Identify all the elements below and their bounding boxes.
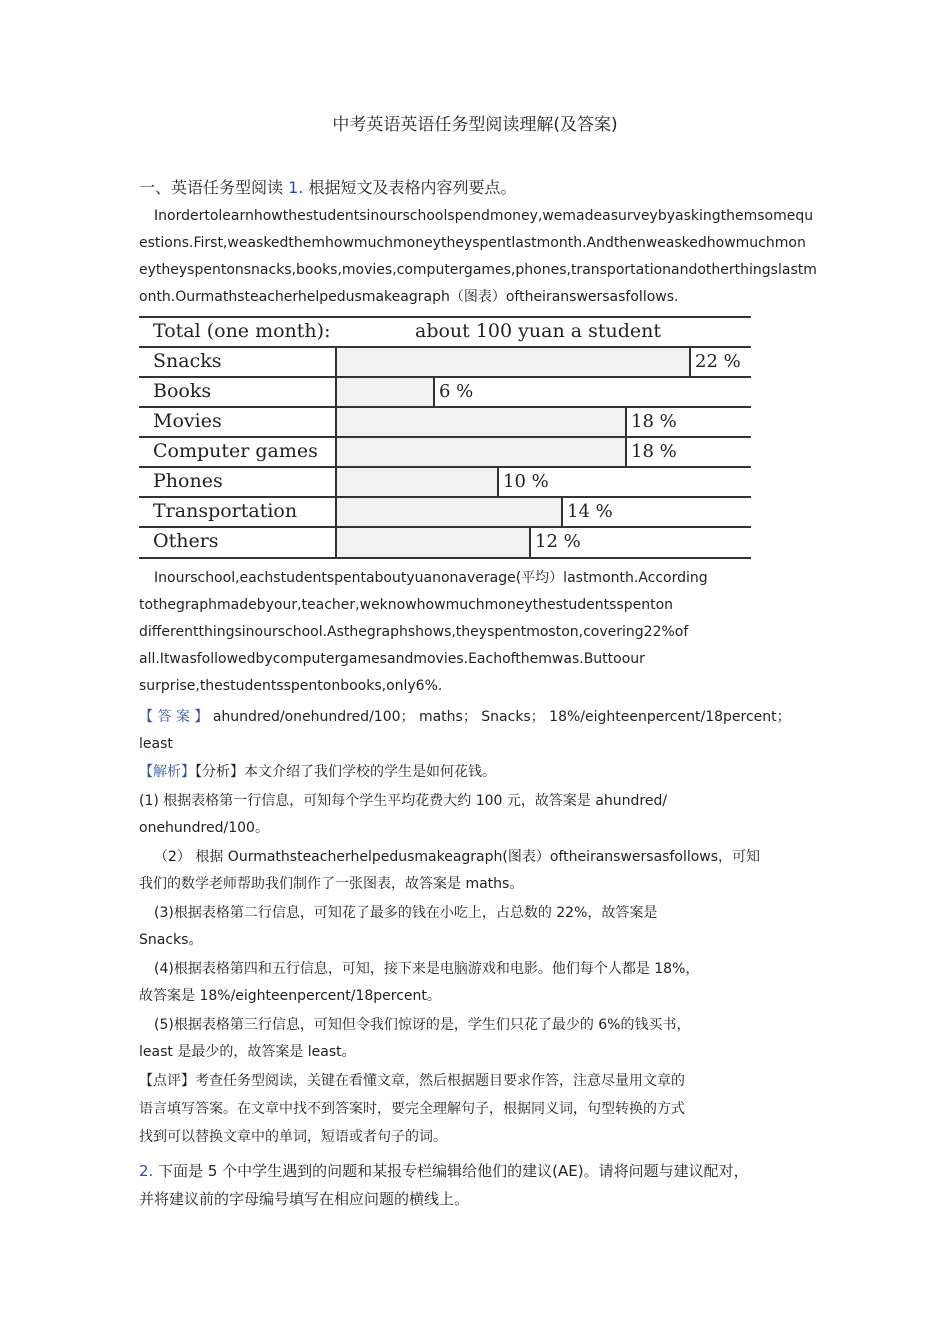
passage2-line: surprise,thestudentsspentonbooks,only6%. [139,678,443,694]
row-label: Phones [153,470,223,492]
row-bar [337,438,627,468]
analysis-line: (3)根据表格第二行信息，可知花了最多的钱在小吃上，占总数的 22%，故答案是 [154,905,658,921]
answer-line-2: least [139,736,173,752]
analysis-line: least 是最少的，故答案是 least。 [139,1044,356,1060]
row-label: Snacks [153,350,222,372]
spending-graph-table [139,316,751,559]
section-heading-line [139,178,516,198]
analysis-line: onehundred/100。 [139,820,269,836]
section-heading: 一、英语任务型阅读 [139,178,284,197]
table-row [139,346,751,378]
passage2-line: all.Itwasfollowedbycomputergamesandmovies.Eachofthemwas.Buttoour [139,651,645,667]
question2-number: 2. [139,1162,154,1180]
question-instruction: 根据短文及表格内容列要点。 [308,178,517,197]
passage1-line: estions.First,weaskedthemhowmuchmoneytheyspentlastmonth.Andthenweaskedhowmuchmon [139,235,806,251]
row-bar [337,378,435,408]
analysis-line: (4)根据表格第四和五行信息，可知，接下来是电脑游戏和电影。他们每个人都是 18%， [154,961,700,977]
table-row [139,376,751,408]
answer-tag: 【 答 案 】 [139,709,209,725]
passage1-line: onth.Ourmathsteacherhelpedusmakeagraph（图表）oftheiranswersasfollows. [139,289,679,305]
passage2-line: Inourschool,eachstudentspentaboutyuanonaverage(平均）lastmonth.According [154,570,708,586]
table-row [139,436,751,468]
row-label: Movies [153,410,222,432]
table-row [139,526,751,558]
row-bar [337,528,531,558]
row-percent: 18 % [631,411,677,432]
question-number: 1. [288,178,304,197]
analysis-line: (5)根据表格第三行信息，可知但令我们惊讶的是，学生们只花了最少的 6%的钱买书， [154,1017,691,1033]
row-percent: 6 % [439,381,474,402]
question2-line-2: 并将建议前的字母编号填写在相应问题的横线上。 [139,1190,470,1208]
analysis-tag: 【解析】 [139,764,195,780]
row-label: Books [153,380,212,402]
table-row [139,466,751,498]
row-percent: 22 % [695,351,741,372]
table-header-row [139,316,751,348]
comment-line: 【点评】考查任务型阅读，关键在看懂文章，然后根据题目要求作答，注意尽量用文章的 [139,1073,685,1089]
analysis-line: 我们的数学老师帮助我们制作了一张图表，故答案是 maths。 [139,876,524,892]
answer-text: ahundred/onehundred/100； maths； Snacks； 18%/eighteenpercent/18percent； [212,709,791,725]
analysis-line: Snacks。 [139,932,203,948]
row-bar [337,498,563,528]
row-percent: 14 % [567,501,613,522]
question2-line [139,1161,749,1181]
table-row [139,406,751,438]
passage1-line: eytheyspentonsnacks,books,movies,computergames,phones,transportationandotherthingslastm [139,262,817,278]
table-header-label: Total (one month): [153,320,331,342]
row-bar [337,348,691,378]
answer-line [139,707,791,727]
comment-line: 语言填写答案。在文章中找不到答案时，要完全理解句子，根据同义词，句型转换的方式 [139,1101,685,1117]
row-bar [337,468,499,498]
analysis-intro: 【分析】本文介绍了我们学校的学生是如何花钱。 [195,764,496,780]
row-label: Transportation [153,500,298,522]
analysis-intro-line [139,762,496,782]
table-header-value: about 100 yuan a student [415,320,661,342]
passage2-line: differentthingsinourschool.Asthegraphshows,theyspentmoston,covering22%of [139,624,689,640]
row-percent: 18 % [631,441,677,462]
table-row [139,496,751,528]
analysis-line: （2） 根据 Ourmathsteacherhelpedusmakeagraph(图表）oftheiranswersasfollows，可知 [154,849,761,865]
page-title: 中考英语英语任务型阅读理解(及答案) [332,115,618,135]
row-label: Others [153,530,219,552]
analysis-line: 故答案是 18%/eighteenpercent/18percent。 [139,988,441,1004]
passage1-line: Inordertolearnhowthestudentsinourschoolspendmoney,wemadeasurveybyaskingthemsomequ [154,208,814,224]
row-percent: 10 % [503,471,549,492]
passage2-line: tothegraphmadebyour,teacher,weknowhowmuchmoneythestudentsspenton [139,597,674,613]
comment-line: 找到可以替换文章中的单词，短语或者句子的词。 [139,1129,447,1145]
row-bar [337,408,627,438]
row-percent: 12 % [535,531,581,552]
analysis-line: (1) 根据表格第一行信息，可知每个学生平均花费大约 100 元，故答案是 ahundred/ [139,793,668,809]
row-label: Computer games [153,440,318,462]
question2-text: 下面是 5 个中学生遇到的问题和某报专栏编辑给他们的建议(AE)。请将问题与建议配对， [158,1162,749,1180]
